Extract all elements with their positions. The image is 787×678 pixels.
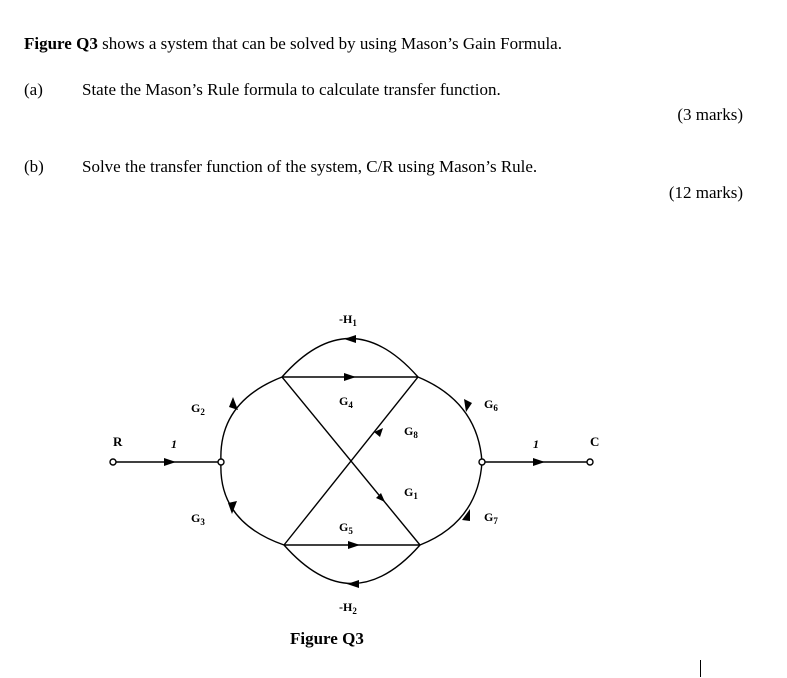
branch-h2 bbox=[284, 545, 420, 584]
branch-g7 bbox=[420, 462, 482, 545]
arrow-g2 bbox=[229, 397, 238, 410]
arrow-g4 bbox=[344, 373, 356, 381]
label-g6: $G_6$ bbox=[484, 397, 498, 413]
part-a-marks: (3 marks) bbox=[677, 105, 743, 124]
arrow-g3 bbox=[228, 501, 237, 514]
label-g7: $G_7$ bbox=[484, 510, 498, 526]
label-g3: $G_3$ bbox=[191, 511, 205, 527]
part-a-text: State the Mason’s Rule formula to calculate transfer function. bbox=[82, 80, 501, 99]
node-x2 bbox=[479, 459, 485, 465]
text-cursor bbox=[700, 660, 701, 677]
label-g5: $G_5$ bbox=[339, 520, 353, 536]
arrow-g6 bbox=[464, 399, 472, 412]
label-g1: $G_1$ bbox=[404, 485, 418, 501]
label-g8: $G_8$ bbox=[404, 424, 418, 440]
intro-text: shows a system that can be solved by using Mason’s Gain Formula. bbox=[97, 34, 562, 53]
node-c bbox=[587, 459, 593, 465]
branch-h1 bbox=[282, 339, 418, 378]
part-a-label: (a) bbox=[24, 80, 43, 99]
branch-g6 bbox=[418, 377, 482, 462]
figure-caption: Figure Q3 bbox=[290, 629, 364, 648]
part-b-text: Solve the transfer function of the system, C/R using Mason’s Rule. bbox=[82, 157, 538, 176]
arrow-output bbox=[533, 458, 545, 466]
part-b-label: (b) bbox=[24, 157, 44, 176]
branch-g2 bbox=[221, 377, 282, 462]
arrow-input bbox=[164, 458, 176, 466]
label-c: C bbox=[590, 434, 600, 449]
label-r: R bbox=[113, 434, 123, 449]
label-g2: $G_2$ bbox=[191, 401, 205, 417]
label-output-gain: 1 bbox=[533, 437, 539, 451]
label-h2: $-H_2$ bbox=[339, 600, 357, 616]
label-g4: $G_4$ bbox=[339, 394, 353, 410]
arrow-h2 bbox=[347, 580, 359, 588]
label-h1: $-H_1$ bbox=[339, 312, 357, 328]
arrow-g1 bbox=[376, 493, 385, 502]
part-b-marks: (12 marks) bbox=[668, 183, 743, 202]
node-x1 bbox=[218, 459, 224, 465]
node-r bbox=[110, 459, 116, 465]
label-input-gain: 1 bbox=[171, 437, 177, 451]
arrow-h1 bbox=[344, 335, 356, 343]
figure-reference: Figure Q3 bbox=[24, 34, 98, 53]
arrow-g5 bbox=[348, 541, 360, 549]
